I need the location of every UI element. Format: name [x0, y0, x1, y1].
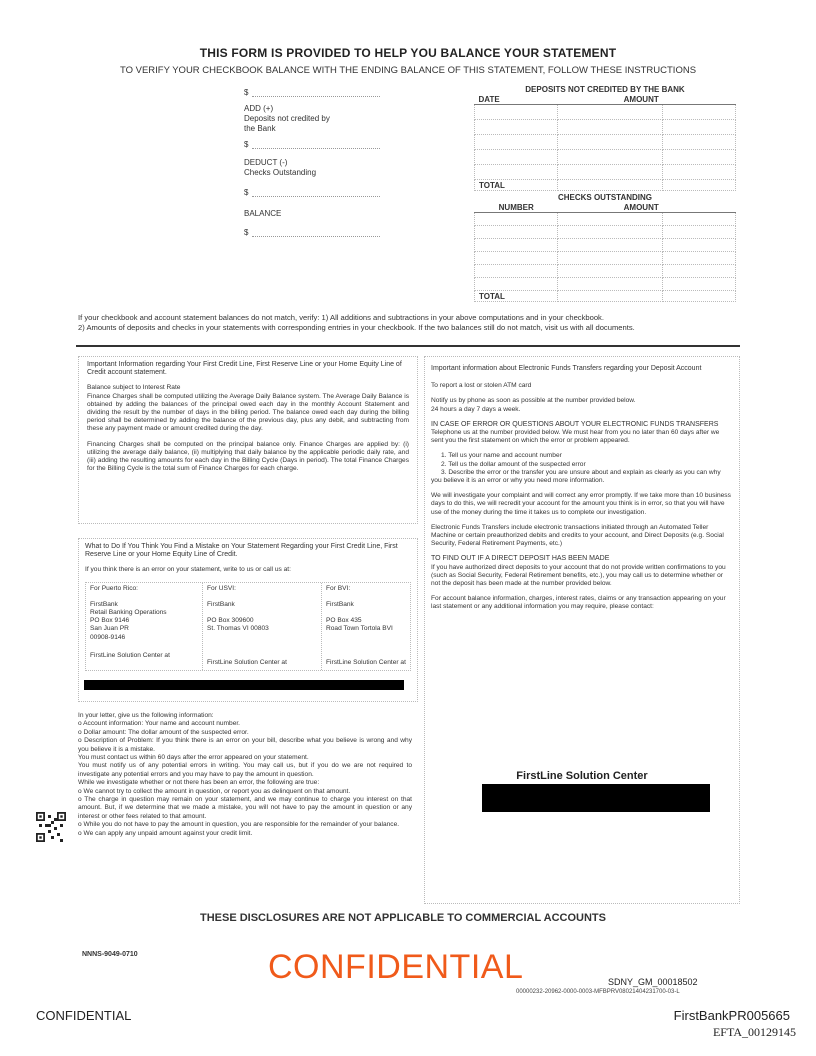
checks-table-title: CHECKS OUTSTANDING: [557, 192, 653, 202]
instruction-line: o The charge in question may remain on your statement, and we may continue to charge you interest on that amount. But, if we determine that we made a mistake, you will not have to pay the amount in question or any interest or other fees related to that amount.: [78, 796, 412, 820]
form-subtitle: TO VERIFY YOUR CHECKBOOK BALANCE WITH THE ENDING BALANCE OF THIS STATEMENT, FOLLOW THESE INSTRUCTIONS: [119, 65, 697, 76]
solution-center-title: FirstLine Solution Center: [516, 770, 648, 782]
mistake-heading: What to Do If You Think You Find a Mistake on Your Statement Regarding your First Credit Line, First Reserve Line or your Home Equity Line of Credit.: [85, 543, 398, 559]
add-description: Deposits not credited by the Bank: [244, 114, 330, 133]
form-code: NNNS-9049-0710: [82, 951, 138, 958]
eft-info-box: [424, 356, 740, 904]
section-divider: [76, 345, 740, 347]
letter-instructions: [78, 712, 412, 838]
amount-line: [252, 96, 380, 97]
credit-line-heading: Important Information regarding Your First Credit Line, First Reserve Line or your Home Equity Line of Credit account statement.: [87, 361, 402, 377]
usvi-center-label: FirstLine Solution Center at: [207, 659, 287, 667]
deduct-description: Checks Outstanding: [244, 168, 317, 177]
date-header: DATE: [475, 94, 558, 105]
instruction-line: o Description of Problem: If you think there is an error on your bill, describe what you believe is wrong and why you believe it is a mistake.: [78, 737, 412, 753]
efta-number: EFTA_00129145: [712, 1025, 796, 1039]
puerto-rico-column: [86, 583, 203, 670]
number-header: NUMBER: [475, 202, 558, 213]
amount-header: AMOUNT: [558, 94, 663, 105]
eft-line: Telephone us at the number provided below. We must hear from you no later than 60 days after we sent you the first statement on which the error or problem appeared.: [431, 429, 720, 445]
credit-line-info-box: [78, 356, 418, 524]
eft-line: Electronic Funds Transfers include electronic transactions initiated through an Automated Teller Machine or certain preauthorized debits and credits to your account, and Direct Deposits (e.g. Social Security, Federal Retirement Payments, etc.): [431, 523, 724, 548]
pr-center-label: FirstLine Solution Center at: [90, 651, 170, 659]
amount-line: [252, 236, 380, 237]
instruction-line: While we investigate whether or not there has been an error, the following are true:: [78, 779, 320, 787]
deduct-label: DEDUCT (-): [244, 158, 288, 167]
amount-line: [252, 148, 380, 149]
pr-line: Retail Banking Operations: [90, 609, 167, 617]
redaction-bar: [482, 784, 710, 812]
instruction-line: o While you do not have to pay the amount in question, you are responsible for the remainder of your balance.: [78, 821, 400, 829]
bates-number: FirstBankPR005665: [673, 1008, 790, 1023]
instruction-line: You must notify us of any potential errors in writing. You may call us, but if you do we are not required to investigate any potential errors and you may have to pay the amount in question.: [78, 762, 412, 778]
usvi-line: St. Thomas VI 00803: [207, 625, 269, 633]
confidential-label: CONFIDENTIAL: [36, 1008, 132, 1023]
mistake-intro: If you think there is an error on your statement, write to us or call us at:: [85, 566, 291, 574]
balance-subject-label: Balance subject to Interest Rate: [87, 384, 181, 392]
deposits-table: [474, 84, 736, 191]
eft-line: We will investigate your complaint and will correct any error promptly. If we take more than 10 business days to do this, we will recredit your account for the amount you think is in error, so that you will have use of the money during the time it takes us to complete our investigation.: [431, 492, 731, 516]
bvi-head: For BVI:: [326, 584, 351, 592]
dollar-sign: $: [244, 88, 249, 97]
deposits-total-label: TOTAL: [475, 180, 558, 191]
amount-line: [252, 196, 380, 197]
bvi-column: [322, 583, 410, 670]
form-title: THIS FORM IS PROVIDED TO HELP YOU BALANCE YOUR STATEMENT: [199, 46, 617, 60]
eft-line: For account balance information, charges, interest rates, claims or any transaction appearing on your last statement or any additional information you may require, please contact:: [431, 595, 726, 611]
barcode-text: 00000232-20962-0000-0003-MFBPRV08021404231700-03-L: [516, 989, 680, 995]
checks-total-label: TOTAL: [475, 291, 558, 302]
financing-charges-paragraph: Financing Charges shall be computed on the principal balance only. Finance Charges are applied by: (i) utilizing the average daily balance, (ii) multiplying that daily balance by the applicable periodic daily rate, and (iii) adding the resulting amounts for each day in the Billing Cycle (Days in period). The total Finance Charges for the Billing Cycle is the total sum of Finance Charges for each charge.: [87, 440, 409, 473]
mismatch-note-2: 2) Amounts of deposits and checks in your statements with corresponding entries in your checkbook. If the two balances still do not match, visit us with all documents.: [78, 323, 635, 332]
eft-line: Notify us by phone as soon as possible at the number provided below.: [431, 397, 636, 405]
eft-line: To report a lost or stolen ATM card: [431, 382, 532, 390]
eft-step: 3. Describe the error or the transfer you are unsure about and explain as clearly as you can why you believe it is an error or why you need more information.: [431, 468, 721, 485]
bvi-center-label: FirstLine Solution Center at: [326, 659, 406, 667]
amount-header: AMOUNT: [558, 202, 663, 213]
eft-step: 1. Tell us your name and account number: [441, 452, 562, 460]
pr-line: PO Box 9146: [90, 617, 130, 625]
usvi-column: [203, 583, 322, 670]
instruction-line: o Account information: Your name and account number.: [78, 720, 241, 728]
checks-table: [474, 192, 736, 302]
mistake-info-box: [78, 538, 418, 702]
usvi-line: FirstBank: [207, 600, 235, 608]
eft-line: If you have authorized direct deposits to your account that do not provide written confirmations to you (such as Social Security, Federal Retirement benefits, etc.), you may call us to determine whether or not the deposit has been made at the number provided below.: [431, 563, 726, 588]
disclosure-note: THESE DISCLOSURES ARE NOT APPLICABLE TO COMMERCIAL ACCOUNTS: [199, 912, 606, 924]
instruction-line: o We can apply any unpaid amount against your credit limit.: [78, 829, 253, 837]
sdny-number: SDNY_GM_00018502: [608, 977, 698, 987]
usvi-line: PO Box 309600: [207, 617, 254, 625]
bvi-line: PO Box 435: [326, 617, 362, 625]
address-table: [85, 582, 411, 671]
eft-step: 2. Tell us the dollar amount of the suspected error: [441, 460, 586, 468]
eft-line: 24 hours a day 7 days a week.: [431, 405, 521, 413]
confidential-stamp: CONFIDENTIAL: [268, 948, 524, 986]
balance-label: BALANCE: [244, 209, 282, 218]
eft-heading: Important information about Electronic Funds Transfers regarding your Deposit Account: [431, 365, 702, 372]
dollar-sign: $: [244, 228, 249, 237]
instruction-line: o Dollar amount: The dollar amount of the suspected error.: [78, 728, 249, 736]
pr-line: San Juan PR: [90, 625, 129, 633]
eft-error-heading: IN CASE OF ERROR OR QUESTIONS ABOUT YOUR ELECTRONIC FUNDS TRANSFERS: [431, 420, 719, 428]
finance-charges-paragraph: Finance Charges shall be computed utilizing the Average Daily Balance system. The Average Daily Balance is obtained by adding the balances of the principal owed each day in the monthly Account Statement and dividing the result by the number of days in the billing period. The balance owed each day during the billing period shall be determined by adding the balance of the previous day, plus any debit, and subtracting from these any payment made or amount credited during the day.: [87, 392, 409, 433]
deposits-table-title: DEPOSITS NOT CREDITED BY THE BANK: [525, 84, 685, 94]
puerto-rico-head: For Puerto Rico:: [90, 584, 139, 592]
bvi-line: FirstBank: [326, 600, 354, 608]
mismatch-note-1: If your checkbook and account statement balances do not match, verify: 1) All additions and subtractions in your above computations and in your checkbook.: [78, 313, 604, 322]
pr-line: FirstBank: [90, 600, 118, 608]
dollar-sign: $: [244, 140, 249, 149]
instruction-line: o We cannot try to collect the amount in question, or report you as delinquent on that amount.: [78, 787, 351, 795]
redaction-bar: [84, 680, 404, 690]
pr-line: 00908-9146: [90, 633, 126, 641]
add-label: ADD (+): [244, 104, 274, 113]
bvi-line: Road Town Tortola BVI: [326, 625, 393, 633]
usvi-head: For USVI:: [207, 584, 236, 592]
instruction-line: You must contact us within 60 days after the error appeared on your statement.: [78, 754, 309, 762]
direct-deposit-heading: TO FIND OUT IF A DIRECT DEPOSIT HAS BEEN MADE: [431, 555, 610, 563]
dollar-sign: $: [244, 188, 249, 197]
instruction-line: In your letter, give us the following information:: [78, 712, 214, 719]
qr-code-icon: [36, 812, 66, 842]
